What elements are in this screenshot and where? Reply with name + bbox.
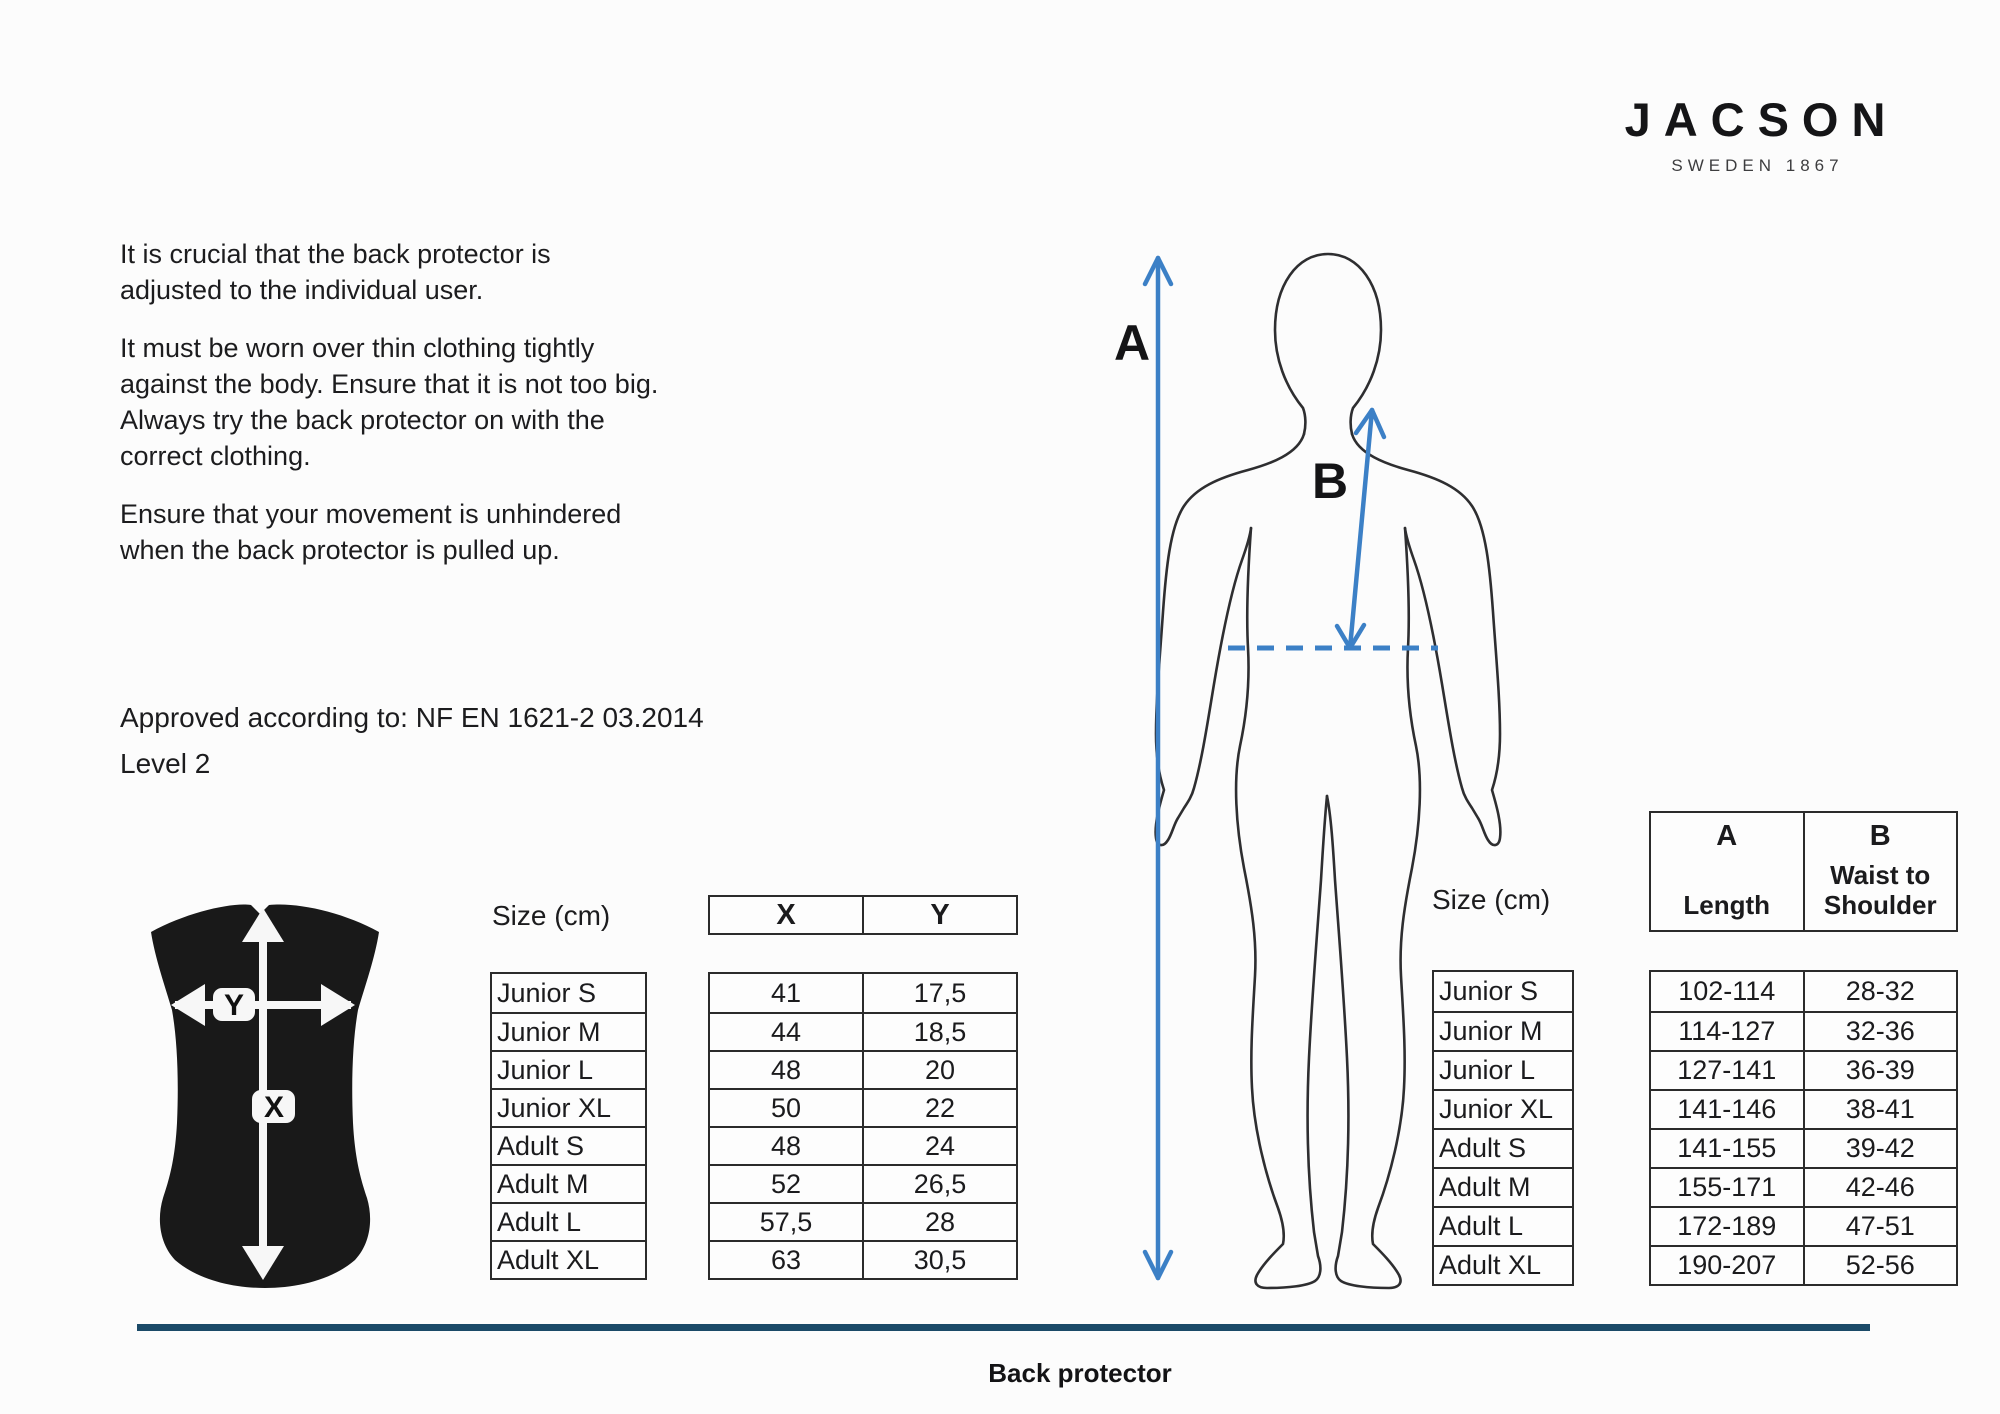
xy-size-cell: Adult L <box>492 1202 645 1240</box>
instruction-line: adjusted to the individual user. <box>120 275 484 305</box>
ab-b-cell: 42-46 <box>1803 1169 1957 1206</box>
ab-col-a-header <box>1651 813 1803 930</box>
xy-size-cell: Junior S <box>497 977 597 1008</box>
ab-b-cell: 47-51 <box>1803 1208 1957 1245</box>
ab-a-cell: 141-146 <box>1677 1094 1777 1124</box>
xy-size-cell: Adult XL <box>492 1240 645 1278</box>
xy-size-cell: Adult M <box>492 1164 645 1202</box>
xy-x-cell: 41 <box>770 977 802 1008</box>
instruction-line: Ensure that your movement is unhindered <box>120 499 622 529</box>
ab-a-cell: 190-207 <box>1677 1250 1777 1280</box>
body-outline-left-arm <box>1156 434 1304 845</box>
brand-logo <box>1610 92 1900 176</box>
approval-standard: Approved according to: NF EN 1621-2 03.2014 <box>120 702 704 733</box>
xy-y-cell: 26,5 <box>862 1166 1016 1202</box>
instruction-line: against the body. Ensure that it is not too big. <box>120 369 659 399</box>
footer-divider <box>137 1324 1870 1331</box>
ab-b-cell: 36-39 <box>1803 1052 1957 1089</box>
ab-value-row <box>1651 1089 1956 1128</box>
ab-b-cell: 39-42 <box>1803 1130 1957 1167</box>
body-outline-right-arm <box>1352 434 1500 845</box>
xy-value-row <box>710 1202 1016 1240</box>
ab-col-b-letter: B <box>1869 820 1891 852</box>
b-measure-arrow <box>1350 410 1372 648</box>
ab-size-cell: Junior XL <box>1434 1089 1572 1128</box>
xy-value-row <box>710 1240 1016 1278</box>
brand-name: JACSON <box>1624 93 1899 146</box>
xy-y-cell: 22 <box>862 1090 1016 1126</box>
xy-size-cell: Junior XL <box>492 1088 645 1126</box>
a-label: A <box>1114 315 1151 371</box>
xy-size-cell: Junior M <box>492 1012 645 1050</box>
approval-note <box>120 700 704 782</box>
xy-value-row <box>710 974 1016 1012</box>
ab-size-cell: Adult M <box>1434 1167 1572 1206</box>
ab-col-a-name: Length <box>1683 890 1771 920</box>
instruction-line: when the back protector is pulled up. <box>120 535 560 565</box>
xy-size-cell: Junior L <box>492 1050 645 1088</box>
xy-value-row <box>710 1164 1016 1202</box>
ab-table-size-header: Size (cm) <box>1432 884 1551 915</box>
ab-a-cell: 155-171 <box>1677 1172 1777 1202</box>
ab-size-cell: Junior S <box>1439 976 1539 1006</box>
xy-y-cell: 24 <box>862 1128 1016 1164</box>
x-label: X <box>263 1091 285 1124</box>
body-outline-left-leg <box>1236 528 1327 1288</box>
ab-b-cell: 28-32 <box>1803 972 1957 1011</box>
ab-size-cell: Adult XL <box>1434 1245 1572 1284</box>
xy-col-x-header: X <box>776 898 796 931</box>
xy-y-cell: 20 <box>862 1052 1016 1088</box>
xy-value-row <box>710 1012 1016 1050</box>
ab-value-row <box>1651 1011 1956 1050</box>
instruction-line: Always try the back protector on with the <box>120 405 605 435</box>
xy-y-cell: 18,5 <box>862 1014 1016 1050</box>
ab-value-row <box>1651 1167 1956 1206</box>
ab-a-cell: 172-189 <box>1677 1211 1777 1241</box>
usage-instructions <box>120 236 658 590</box>
xy-y-cell: 30,5 <box>862 1242 1016 1278</box>
xy-table-size-column <box>490 972 647 1280</box>
approval-level: Level 2 <box>120 748 211 779</box>
ab-size-cell: Junior M <box>1434 1011 1572 1050</box>
ab-value-row <box>1651 972 1956 1011</box>
xy-y-cell: 28 <box>862 1204 1016 1240</box>
xy-x-cell: 44 <box>770 1016 802 1047</box>
ab-b-cell: 38-41 <box>1803 1091 1957 1128</box>
ab-value-row <box>1651 1128 1956 1167</box>
ab-size-cell: Adult S <box>1434 1128 1572 1167</box>
ab-a-cell: 141-155 <box>1677 1133 1777 1163</box>
ab-col-b-header <box>1803 813 1957 930</box>
instruction-line: It must be worn over thin clothing tightly <box>120 333 595 363</box>
xy-value-row <box>710 1088 1016 1126</box>
ab-table-header <box>1649 811 1958 932</box>
ab-value-row <box>1651 1245 1956 1284</box>
xy-y-cell: 17,5 <box>862 974 1016 1012</box>
ab-value-row <box>1651 1206 1956 1245</box>
ab-table-size-column <box>1432 970 1574 1286</box>
xy-x-cell: 63 <box>770 1244 802 1275</box>
xy-table-header <box>708 895 1018 935</box>
instruction-paragraph-2 <box>120 330 658 474</box>
instruction-line: It is crucial that the back protector is <box>120 239 551 269</box>
xy-size-cell: Adult S <box>492 1126 645 1164</box>
brand-tagline: SWEDEN 1867 <box>1671 156 1844 175</box>
xy-x-cell: 48 <box>770 1130 802 1161</box>
ab-col-b-name: Waist to Shoulder <box>1823 860 1937 920</box>
xy-table-size-header: Size (cm) <box>492 900 611 931</box>
ab-size-cell: Adult L <box>1434 1206 1572 1245</box>
instruction-line: correct clothing. <box>120 441 311 471</box>
footer-caption: Back protector <box>988 1358 1172 1388</box>
xy-value-row <box>710 1050 1016 1088</box>
xy-x-cell: 50 <box>770 1092 802 1123</box>
ab-a-cell: 114-127 <box>1678 1016 1776 1046</box>
body-outline-head <box>1275 254 1381 434</box>
ab-col-a-letter: A <box>1716 820 1738 852</box>
body-outline-right-leg <box>1327 528 1420 1288</box>
b-label: B <box>1312 453 1349 509</box>
back-protector-diagram <box>147 898 383 1290</box>
xy-table-values <box>708 972 1018 1280</box>
instruction-paragraph-1 <box>120 236 658 308</box>
ab-a-cell: 127-141 <box>1677 1055 1777 1085</box>
ab-a-cell: 102-114 <box>1678 976 1776 1006</box>
y-label: Y <box>223 989 245 1022</box>
xy-value-row <box>710 1126 1016 1164</box>
ab-table-values <box>1649 970 1958 1286</box>
xy-x-cell: 52 <box>770 1168 802 1199</box>
ab-value-row <box>1651 1050 1956 1089</box>
instruction-paragraph-3 <box>120 496 658 568</box>
xy-x-cell: 57,5 <box>759 1206 813 1237</box>
ab-b-cell: 32-36 <box>1803 1013 1957 1050</box>
ab-size-cell: Junior L <box>1434 1050 1572 1089</box>
xy-x-cell: 48 <box>770 1054 802 1085</box>
xy-col-y-header: Y <box>862 897 1016 933</box>
ab-b-cell: 52-56 <box>1803 1247 1957 1284</box>
